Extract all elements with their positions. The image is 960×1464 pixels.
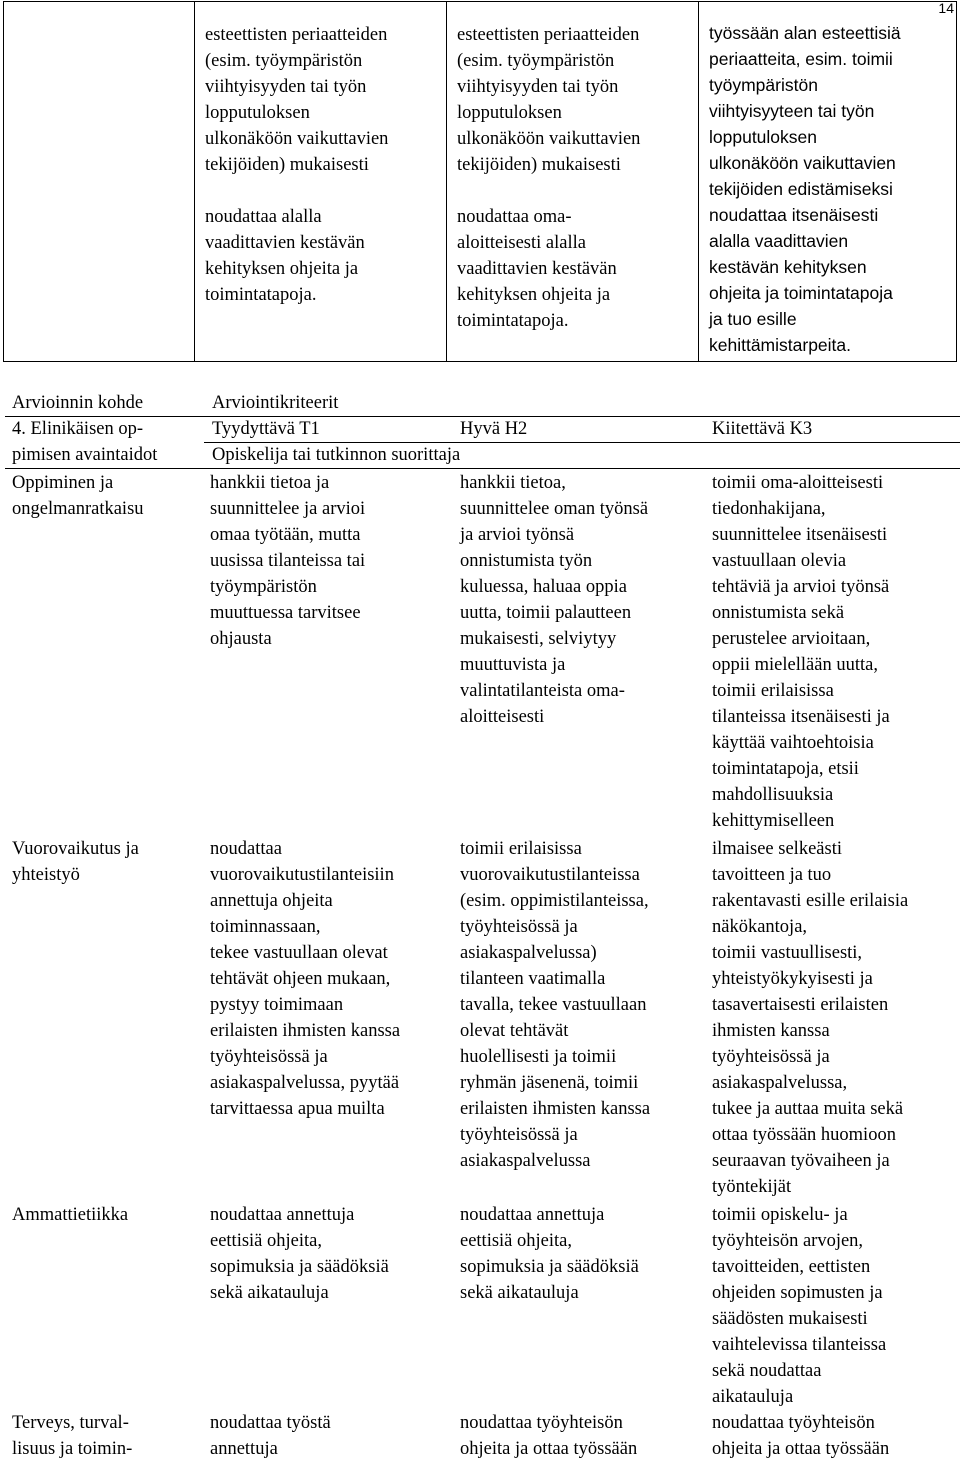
text-line: lopputuloksen (457, 103, 562, 123)
text-line: mukaisesti, selviytyy (460, 629, 617, 649)
text-line: sekä aikatauluja (210, 1283, 329, 1303)
text-line: ilmaisee selkeästi (712, 839, 842, 859)
text-line: näkökantoja, (712, 917, 808, 937)
text-line: ryhmän jäsenenä, toimii (460, 1073, 639, 1093)
top-cell-h2-text (457, 22, 693, 334)
text-line: seuraavan työvaiheen ja (712, 1151, 890, 1171)
criteria-cell-h2 (460, 1202, 639, 1306)
text-line: onnistumista sekä (712, 603, 845, 623)
text-line: tiedonhakijana, (712, 499, 826, 519)
text-line: huolellisesti ja toimii (460, 1047, 617, 1067)
row-subject (12, 1410, 132, 1462)
text-line: tehtävät ohjeen mukaan, (210, 969, 391, 989)
text-line: aloitteisesti alalla (457, 233, 586, 253)
text-line: ihmisten kanssa (712, 1021, 830, 1041)
text-line: toimii erilaisissa (712, 681, 834, 701)
level-k3: Kiitettävä K3 (712, 419, 813, 439)
text-line: ohjeita ja toimintatapoja (709, 283, 893, 303)
text-line: Terveys, turval- (12, 1413, 129, 1433)
text-line: noudattaa alalla (205, 207, 322, 227)
text-line: ohjausta (210, 629, 272, 649)
text-line: uutta, toimii palautteen (460, 603, 632, 623)
text-line: viihtyisyyden tai työn (457, 77, 619, 97)
text-line: perustelee arvioitaan, (712, 629, 871, 649)
section-title-line1: 4. Elinikäisen op- (12, 419, 144, 439)
text-line: noudattaa itsenäisesti (709, 205, 879, 225)
criteria-cell-k3 (712, 470, 890, 834)
text-line: esteettisten periaatteiden (205, 25, 388, 45)
text-line: annettuja ohjeita (210, 891, 333, 911)
text-line: asiakaspalvelussa, pyytää (210, 1073, 400, 1093)
text-line: tasavertaisesti erilaisten (712, 995, 889, 1015)
text-line: tavalla, tekee vastuullaan (460, 995, 647, 1015)
text-line: toimii vastuullisesti, (712, 943, 863, 963)
text-line: alalla vaadittavien (709, 231, 849, 251)
text-line: ulkonäköön vaikuttavien (709, 153, 896, 173)
text-line: tukee ja auttaa muita sekä (712, 1099, 904, 1119)
top-empty-cell (4, 2, 194, 361)
text-line: noudattaa annettuja (210, 1205, 355, 1225)
text-line: rakentavasti esille erilaisia (712, 891, 909, 911)
text-line: säädösten mukaisesti (712, 1309, 868, 1329)
text-line: ja tuo esille (709, 309, 797, 329)
text-line: tavoitteen ja tuo (712, 865, 832, 885)
top-cell-t1-text (205, 22, 441, 308)
text-line: toiminnassaan, (210, 917, 321, 937)
text-line: muuttuessa tarvitsee (210, 603, 361, 623)
text-line: (esim. työympäristön (205, 51, 363, 71)
text-line: aloitteisesti (460, 707, 545, 727)
text-line: tilanteissa itsenäisesti ja (712, 707, 890, 727)
text-line: noudattaa työyhteisön (460, 1413, 623, 1433)
top-cell-k3-text (709, 20, 951, 358)
text-line: Vuorovaikutus ja (12, 839, 139, 859)
text-line: kehityksen ohjeita ja (205, 259, 359, 279)
text-line (457, 178, 693, 204)
text-line: erilaisten ihmisten kanssa (460, 1099, 651, 1119)
text-line: käyttää vaihtoehtoisia (712, 733, 874, 753)
text-line: noudattaa oma- (457, 207, 572, 227)
text-line: ohjeita ja ottaa työssään (712, 1439, 890, 1459)
top-cell-k3 (698, 2, 957, 361)
text-line: hankkii tietoa ja (210, 473, 330, 493)
text-line: sekä aikatauluja (460, 1283, 579, 1303)
text-line: oppii mielellään uutta, (712, 655, 878, 675)
section-title-line2: pimisen avaintaidot (12, 445, 158, 465)
text-line: suunnittelee itsenäisesti (712, 525, 888, 545)
text-line: sopimuksia ja säädöksiä (210, 1257, 389, 1277)
text-line: noudattaa työyhteisön (712, 1413, 875, 1433)
criteria-cell-t1 (210, 836, 400, 1122)
text-line: (esim. työympäristön (457, 51, 615, 71)
text-line: Oppiminen ja (12, 473, 114, 493)
text-line: annettuja (210, 1439, 278, 1459)
text-line: työssään alan esteettisiä (709, 23, 901, 43)
text-line: suunnittelee ja arvioi (210, 499, 366, 519)
criteria-cell-t1 (210, 1410, 331, 1462)
row-subject (12, 470, 144, 522)
text-line: toimii opiskelu- ja (712, 1205, 848, 1225)
text-line: kehittämistarpeita. (709, 335, 852, 355)
text-line: toimii erilaisissa (460, 839, 582, 859)
text-line: lopputuloksen (205, 103, 310, 123)
text-line: tilanteen vaatimalla (460, 969, 606, 989)
text-line: tavoitteiden, eettisten (712, 1257, 871, 1277)
row-subject (12, 1202, 128, 1228)
text-line: vaadittavien kestävän (205, 233, 365, 253)
text-line: vaihtelevissa tilanteissa (712, 1335, 887, 1355)
text-line: viihtyisyyteen tai työn (709, 101, 875, 121)
top-continuation-table (3, 1, 957, 362)
text-line: Ammattietiikka (12, 1205, 129, 1225)
subject-rule (5, 468, 960, 469)
text-line: vastuullaan olevia (712, 551, 847, 571)
text-line: tekijöiden) mukaisesti (205, 155, 369, 175)
text-line: kehityksen ohjeita ja (457, 285, 611, 305)
text-line: eettisiä ohjeita, (460, 1231, 572, 1251)
text-line: ottaa työssään huomioon (712, 1125, 896, 1145)
text-line: asiakaspalvelussa, (712, 1073, 848, 1093)
text-line: yhteistyökykyisesti ja (712, 969, 873, 989)
text-line: sekä noudattaa (712, 1361, 822, 1381)
text-line: pystyy toimimaan (210, 995, 344, 1015)
text-line: työyhteisön arvojen, (712, 1231, 864, 1251)
subject-line: Opiskelija tai tutkinnon suorittaja (212, 445, 461, 465)
text-line: toimintatapoja. (457, 311, 569, 331)
criteria-table (0, 388, 960, 1464)
row-subject (12, 836, 139, 888)
criteria-cell-t1 (210, 1202, 389, 1306)
text-line: työympäristön (709, 75, 818, 95)
text-line: toimintatapoja, etsii (712, 759, 859, 779)
text-line: vuorovaikutustilanteisiin (210, 865, 394, 885)
text-line: ohjeiden sopimusten ja (712, 1283, 883, 1303)
text-line: työympäristön (210, 577, 317, 597)
text-line (205, 178, 441, 204)
text-line: suunnittelee oman työnsä (460, 499, 649, 519)
text-line: aikatauluja (712, 1387, 794, 1407)
text-line: kestävän kehityksen (709, 257, 867, 277)
top-cell-t1 (194, 2, 447, 361)
text-line: mahdollisuuksia (712, 785, 834, 805)
text-line: tekee vastuullaan olevat (210, 943, 388, 963)
text-line: noudattaa (210, 839, 282, 859)
text-line: (esim. oppimistilanteissa, (460, 891, 649, 911)
text-line: noudattaa annettuja (460, 1205, 605, 1225)
text-line: lisuus ja toimin- (12, 1439, 133, 1459)
text-line: työyhteisössä ja (460, 917, 578, 937)
criteria-cell-h2 (460, 1410, 637, 1462)
text-line: kehittymiselleen (712, 811, 835, 831)
level-h2: Hyvä H2 (460, 419, 528, 439)
text-line: onnistumista työn (460, 551, 593, 571)
text-line: tekijöiden) mukaisesti (457, 155, 621, 175)
text-line: noudattaa työstä (210, 1413, 331, 1433)
text-line: omaa työtään, mutta (210, 525, 361, 545)
text-line: hankkii tietoa, (460, 473, 566, 493)
text-line: esteettisten periaatteiden (457, 25, 640, 45)
text-line: kuluessa, haluaa oppia (460, 577, 627, 597)
level-t1: Tyydyttävä T1 (212, 419, 320, 439)
criteria-cell-k3 (712, 836, 908, 1200)
text-line: valintatilanteista oma- (460, 681, 625, 701)
text-line: lopputuloksen (709, 127, 817, 147)
text-line: tehtäviä ja arvioi työnsä (712, 577, 890, 597)
criteria-cell-h2 (460, 470, 648, 730)
criteria-cell-k3 (712, 1202, 886, 1410)
text-line: toimii oma-aloitteisesti (712, 473, 884, 493)
text-line: ja arvioi työnsä (460, 525, 575, 545)
text-line: ongelmanratkaisu (12, 499, 144, 519)
text-line: vaadittavien kestävän (457, 259, 617, 279)
text-line: viihtyisyyden tai työn (205, 77, 367, 97)
text-line: tekijöiden edistämiseksi (709, 179, 893, 199)
text-line: tarvittaessa apua muilta (210, 1099, 385, 1119)
text-line: työntekijät (712, 1177, 792, 1197)
header-arvioinnin-kohde: Arvioinnin kohde (12, 393, 144, 413)
criteria-cell-k3 (712, 1410, 889, 1462)
text-line: yhteistyö (12, 865, 80, 885)
text-line: eettisiä ohjeita, (210, 1231, 322, 1251)
header-arviointikriteerit: Arviointikriteerit (212, 393, 339, 413)
text-line: asiakaspalvelussa) (460, 943, 597, 963)
text-line: toimintatapoja. (205, 285, 317, 305)
text-line: asiakaspalvelussa (460, 1151, 591, 1171)
text-line: ohjeita ja ottaa työssään (460, 1439, 638, 1459)
text-line: ulkonäköön vaikuttavien (205, 129, 389, 149)
criteria-cell-t1 (210, 470, 365, 652)
page-number: 14 (938, 0, 954, 16)
text-line: sopimuksia ja säädöksiä (460, 1257, 639, 1277)
text-line: työyhteisössä ja (712, 1047, 830, 1067)
text-line: olevat tehtävät (460, 1021, 569, 1041)
text-line: ulkonäköön vaikuttavien (457, 129, 641, 149)
criteria-cell-h2 (460, 836, 650, 1174)
text-line: muuttuvista ja (460, 655, 566, 675)
text-line: uusissa tilanteissa tai (210, 551, 366, 571)
top-cell-h2 (446, 2, 699, 361)
text-line: vuorovaikutustilanteissa (460, 865, 640, 885)
text-line: erilaisten ihmisten kanssa (210, 1021, 401, 1041)
text-line: periaatteita, esim. toimii (709, 49, 893, 69)
text-line: työyhteisössä ja (460, 1125, 578, 1145)
text-line: työyhteisössä ja (210, 1047, 328, 1067)
